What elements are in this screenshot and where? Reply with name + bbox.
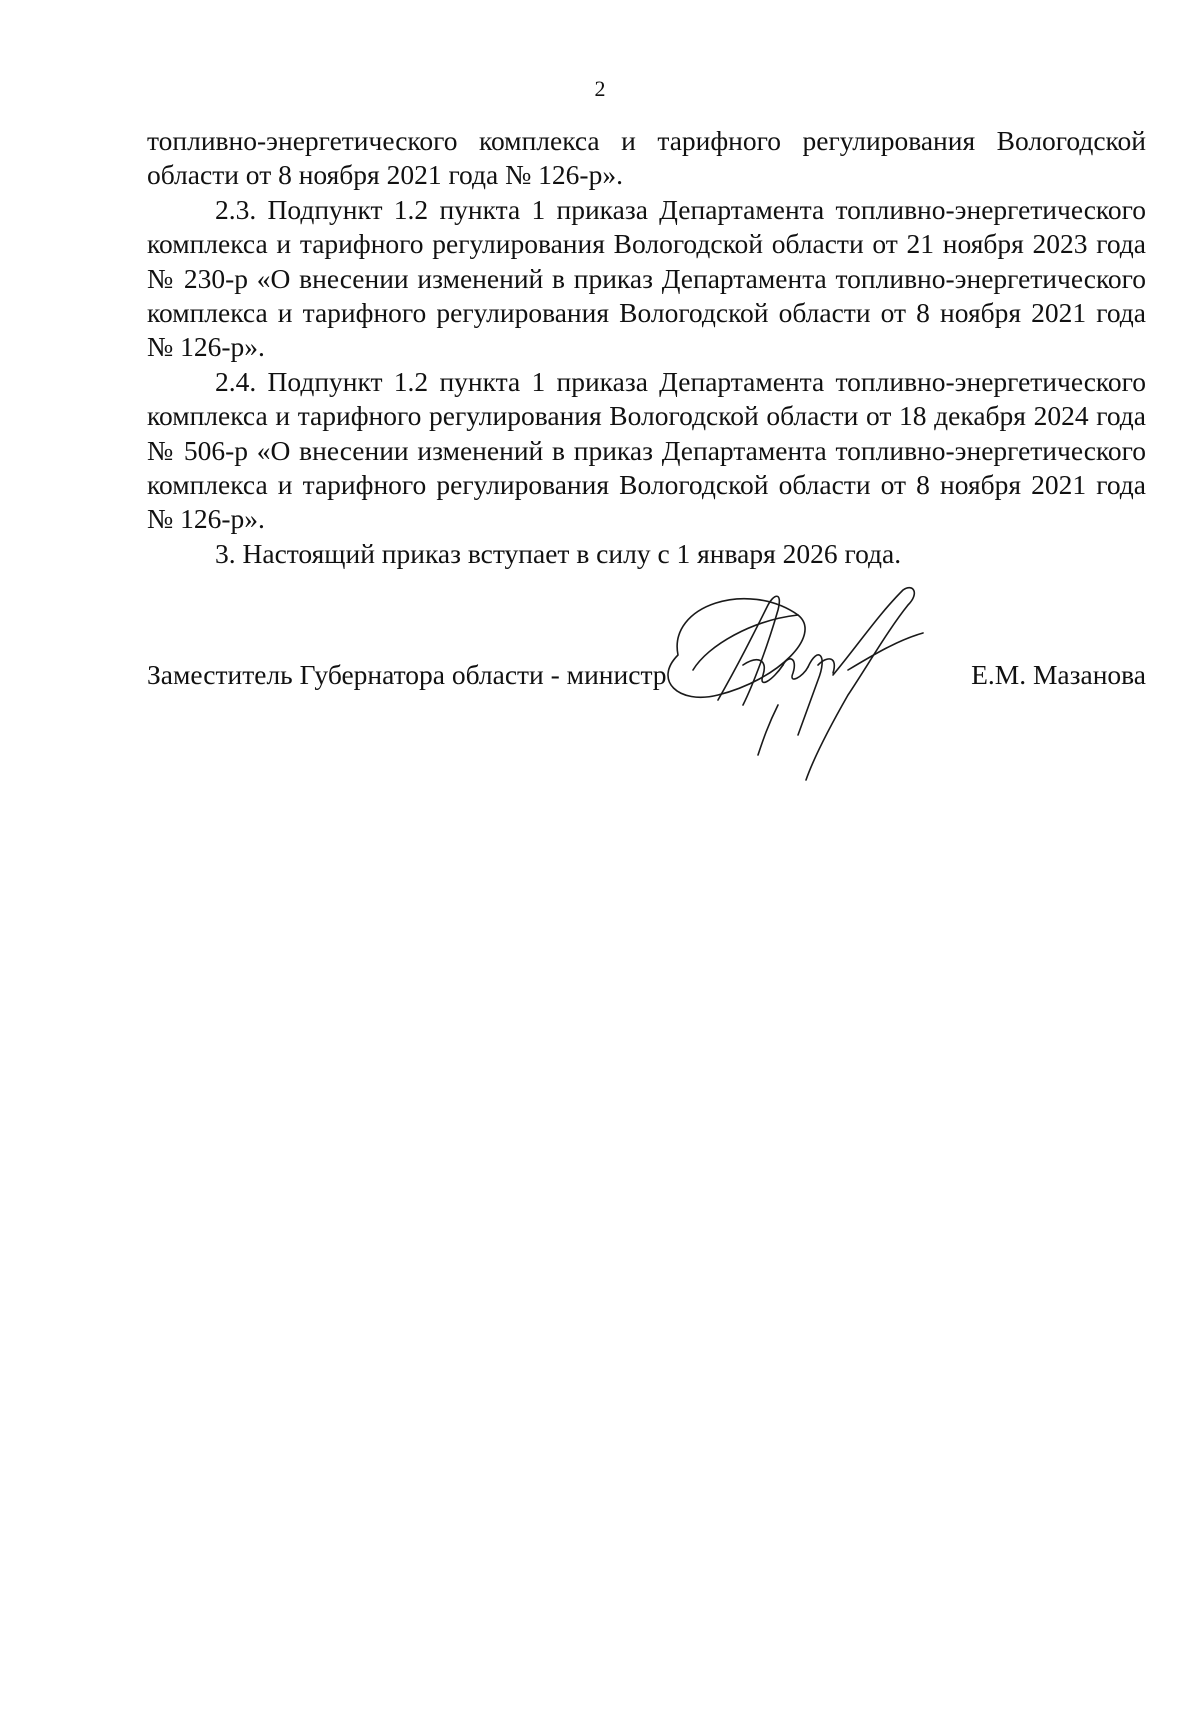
paragraph-item-2-3: 2.3. Подпункт 1.2 пункта 1 приказа Департамента топливно-энергетического комплекса и тарифного регулирования Вологодской области от 21 ноября 2023 года № 230-р «О внесении изменений в приказ Департамента топливно-энергетического комплекса и тарифного регулирования Вологодской области от 8 ноября 2021 года № 126-р».	[147, 193, 1146, 363]
paragraph-item-3: 3. Настоящий приказ вступает в силу с 1 января 2026 года.	[215, 537, 902, 569]
signature-block	[147, 658, 1146, 698]
paragraph-continuation: топливно-энергетического комплекса и тарифного регулирования Вологодской области от 8 ноября 2021 года № 126-р».	[147, 125, 1146, 191]
page-number: 2	[594, 76, 606, 101]
handwritten-signature-icon	[658, 585, 958, 785]
document-body	[147, 124, 1146, 571]
paragraph-item-2-4: 2.4. Подпункт 1.2 пункта 1 приказа Департамента топливно-энергетического комплекса и тарифного регулирования Вологодской области от 18 декабря 2024 года № 506-р «О внесении изменений в приказ Департамента топливно-энергетического комплекса и тарифного регулирования Вологодской области от 8 ноября 2021 года № 126-р».	[147, 365, 1146, 535]
signatory-name: Е.М. Мазанова	[971, 659, 1146, 690]
signatory-position: Заместитель Губернатора области - министр	[147, 659, 667, 690]
